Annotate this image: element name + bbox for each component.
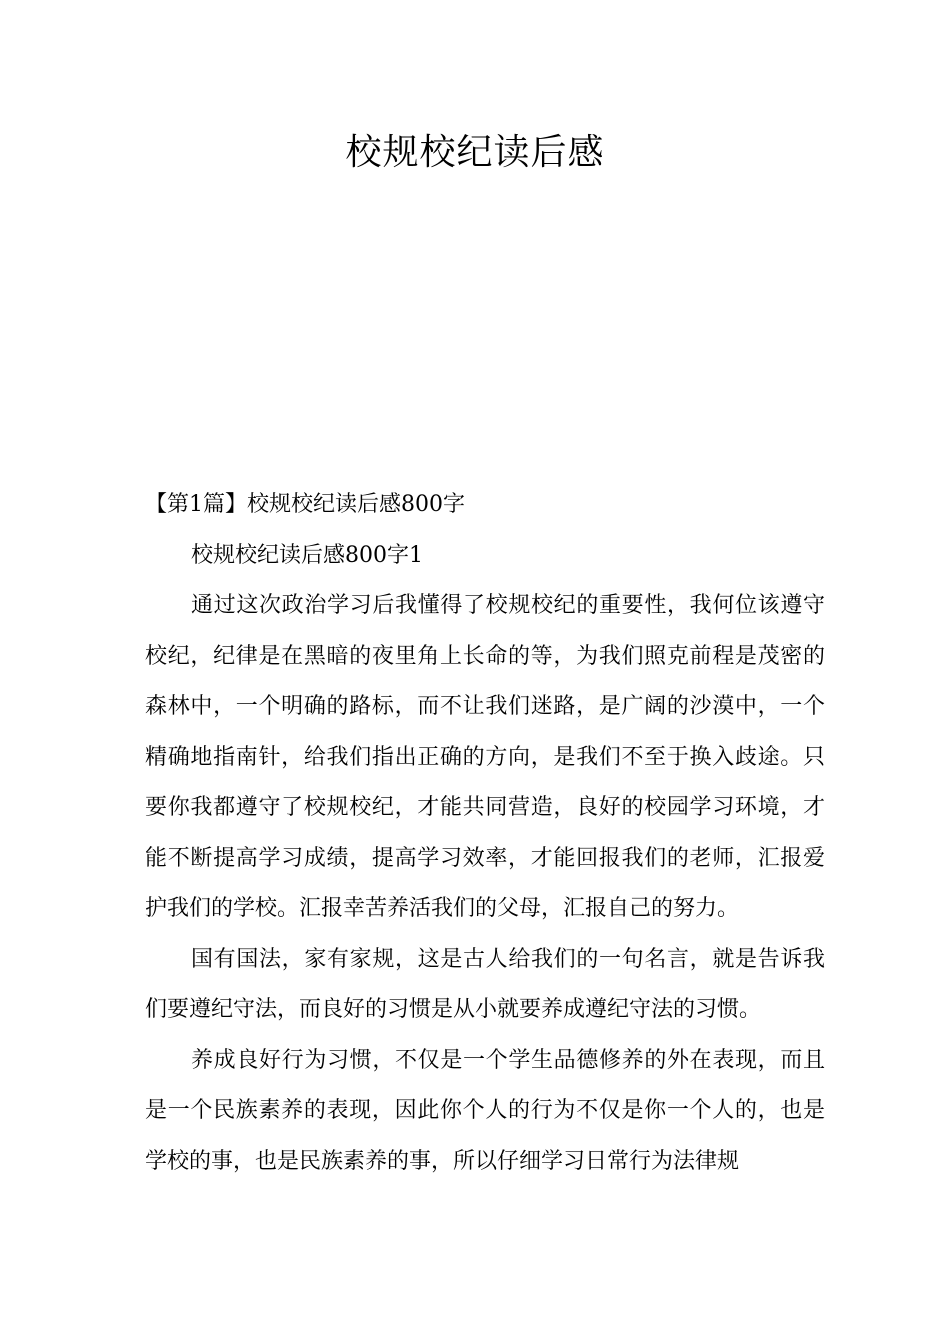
document-body <box>145 480 825 1187</box>
subheading: 校规校纪读后感800字1 <box>191 542 423 568</box>
paragraph-3: 养成良好行为习惯，不仅是一个学生品德修养的外在表现，而且是一个民族素养的表现，因此你个人的行为不仅是你一个人的，也是学校的事，也是民族素养的事，所以仔细学习日常行为法律规 <box>145 1047 825 1174</box>
document-title: 校规校纪读后感 <box>345 132 605 173</box>
section-heading: 【第1篇】校规校纪读后感800字 <box>145 492 465 517</box>
paragraph-2: 国有国法，家有家规，这是古人给我们的一句名言，就是告诉我们要遵纪守法，而良好的习惯是从小就要养成遵纪守法的习惯。 <box>145 946 825 1022</box>
paragraph-1: 通过这次政治学习后我懂得了校规校纪的重要性，我何位该遵守校纪，纪律是在黑暗的夜里角上长命的等，为我们照克前程是茂密的森林中，一个明确的路标，而不让我们迷路，是广阔的沙漠中，一个精确地指南针，给我们指出正确的方向，是我们不至于换入歧途。只要你我都遵守了校规校纪，才能共同营造，良好的校园学习环境，才能不断提高学习成绩，提高学习效率，才能回报我们的老师，汇报爱护我们的学校。汇报幸苦养活我们的父母，汇报自己的努力。 <box>145 593 825 921</box>
